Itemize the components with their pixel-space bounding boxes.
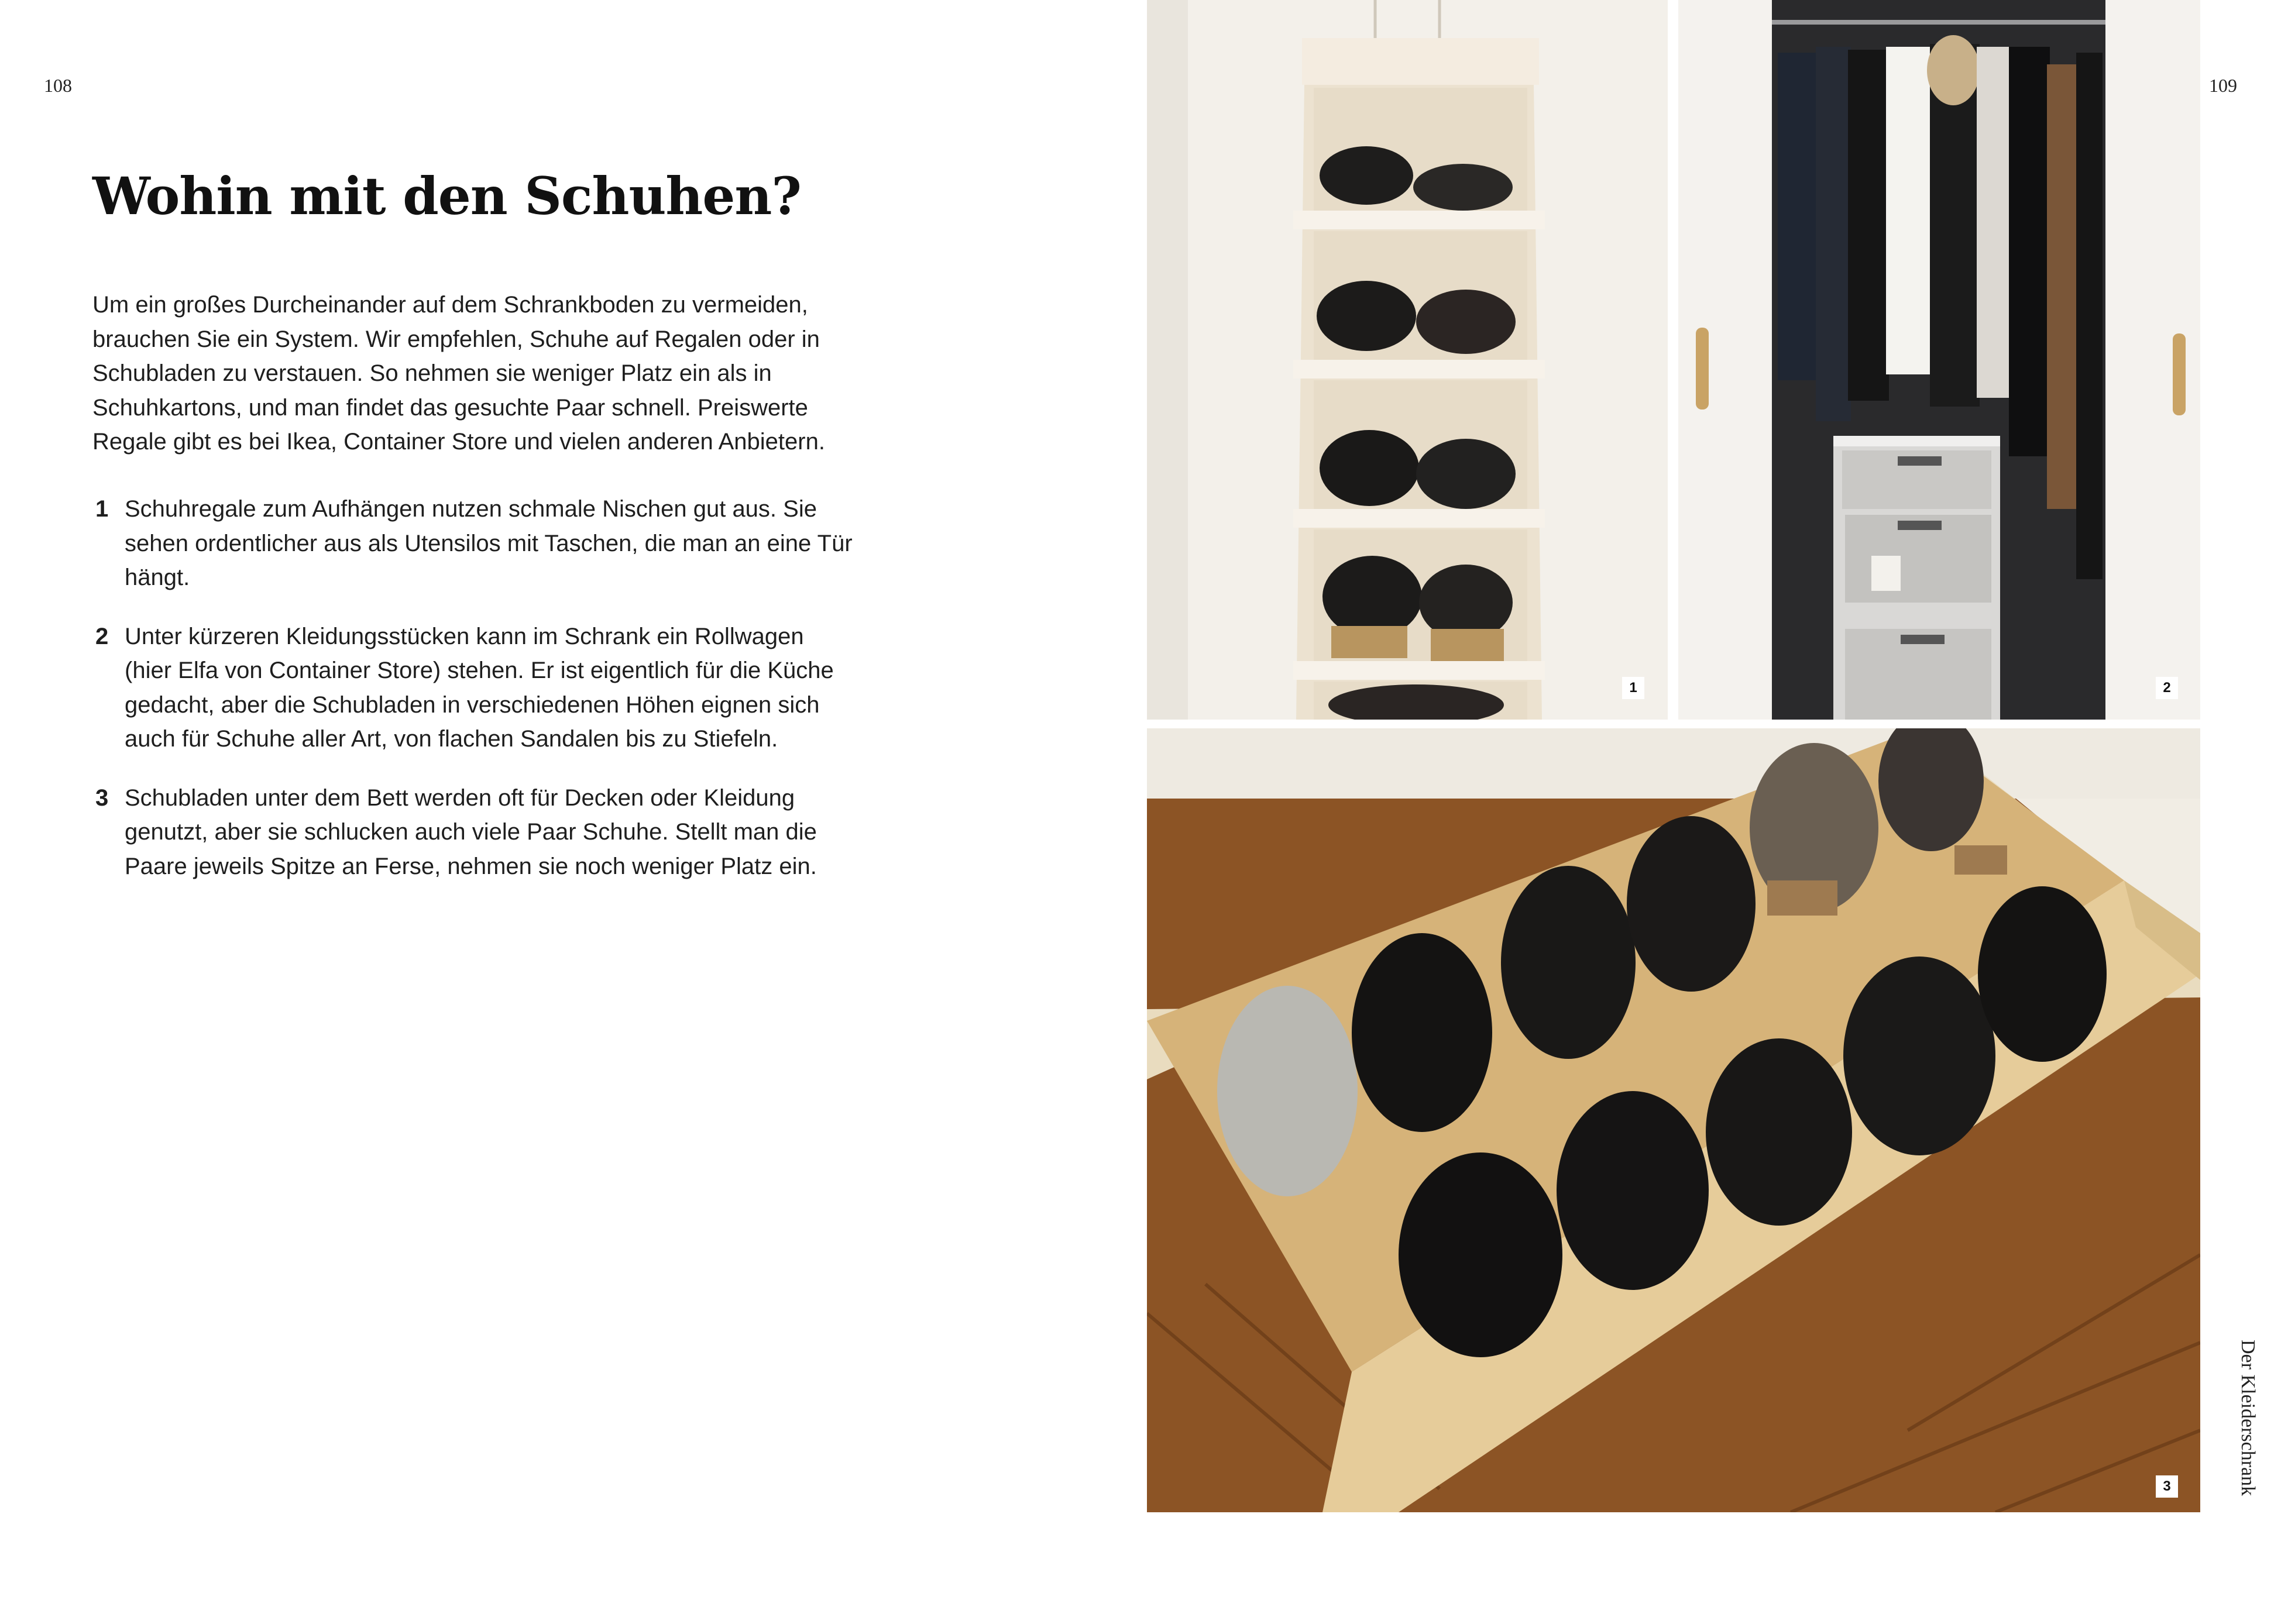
list-item: [92, 492, 853, 595]
photo-number-badge: 2: [2156, 677, 2178, 699]
photo-closet-rolling-cart: [1678, 0, 2200, 720]
list-text: Schubladen unter dem Bett werden oft für Decken oder Kleidung genutzt, aber sie schlucken auch viele Paar Schuhe. Stellt man die Paare jeweils Spitze an Ferse, nehmen sie noch weniger Platz ein.: [125, 785, 817, 879]
page-title: Wohin mit den Schuhen?: [92, 166, 801, 226]
photo-number-badge: 3: [2156, 1475, 2178, 1498]
drawer-illustration: [1147, 728, 2200, 1512]
list-text: Schuhregale zum Aufhängen nutzen schmale Nischen gut aus. Sie sehen ordentlicher aus als Utensilos mit Taschen, die man an eine Tür hängt.: [125, 496, 853, 590]
list-item: [92, 781, 853, 884]
page-number-left: 108: [44, 75, 72, 96]
photo-number-badge: 1: [1622, 677, 1644, 699]
photo-under-bed-drawer: [1147, 728, 2200, 1512]
list-text: Unter kürzeren Kleidungsstücken kann im Schrank ein Rollwagen (hier Elfa von Container Store) stehen. Er ist eigentlich für die Küche gedacht, aber die Schubladen in verschiedenen Höhen eignen sich auch für Schuhe aller Art, von flachen Sandalen bis zu Stiefeln.: [125, 623, 834, 752]
list-number: 1: [95, 496, 109, 522]
list-number: 3: [95, 785, 109, 811]
tips-list: [92, 492, 853, 908]
section-label: Der Kleiderschrank: [2237, 1340, 2259, 1496]
page-number-right: 109: [2209, 75, 2237, 96]
hanging-organizer-illustration: [1147, 0, 1668, 720]
closet-cart-illustration: [1678, 0, 2200, 720]
list-item: [92, 620, 853, 756]
intro-paragraph: Um ein großes Durcheinander auf dem Schrankboden zu vermeiden, brauchen Sie ein System. Wir empfehlen, Schuhe auf Regalen oder in Schubladen zu verstauen. So nehmen sie weniger Platz ein als in Schuhkartons, und man findet das gesuchte Paar schnell. Preiswerte Regale gibt es bei Ikea, Container Store und vielen anderen Anbietern.: [92, 292, 825, 455]
photo-hanging-shoe-organizer: [1147, 0, 1668, 720]
list-number: 2: [95, 623, 109, 649]
